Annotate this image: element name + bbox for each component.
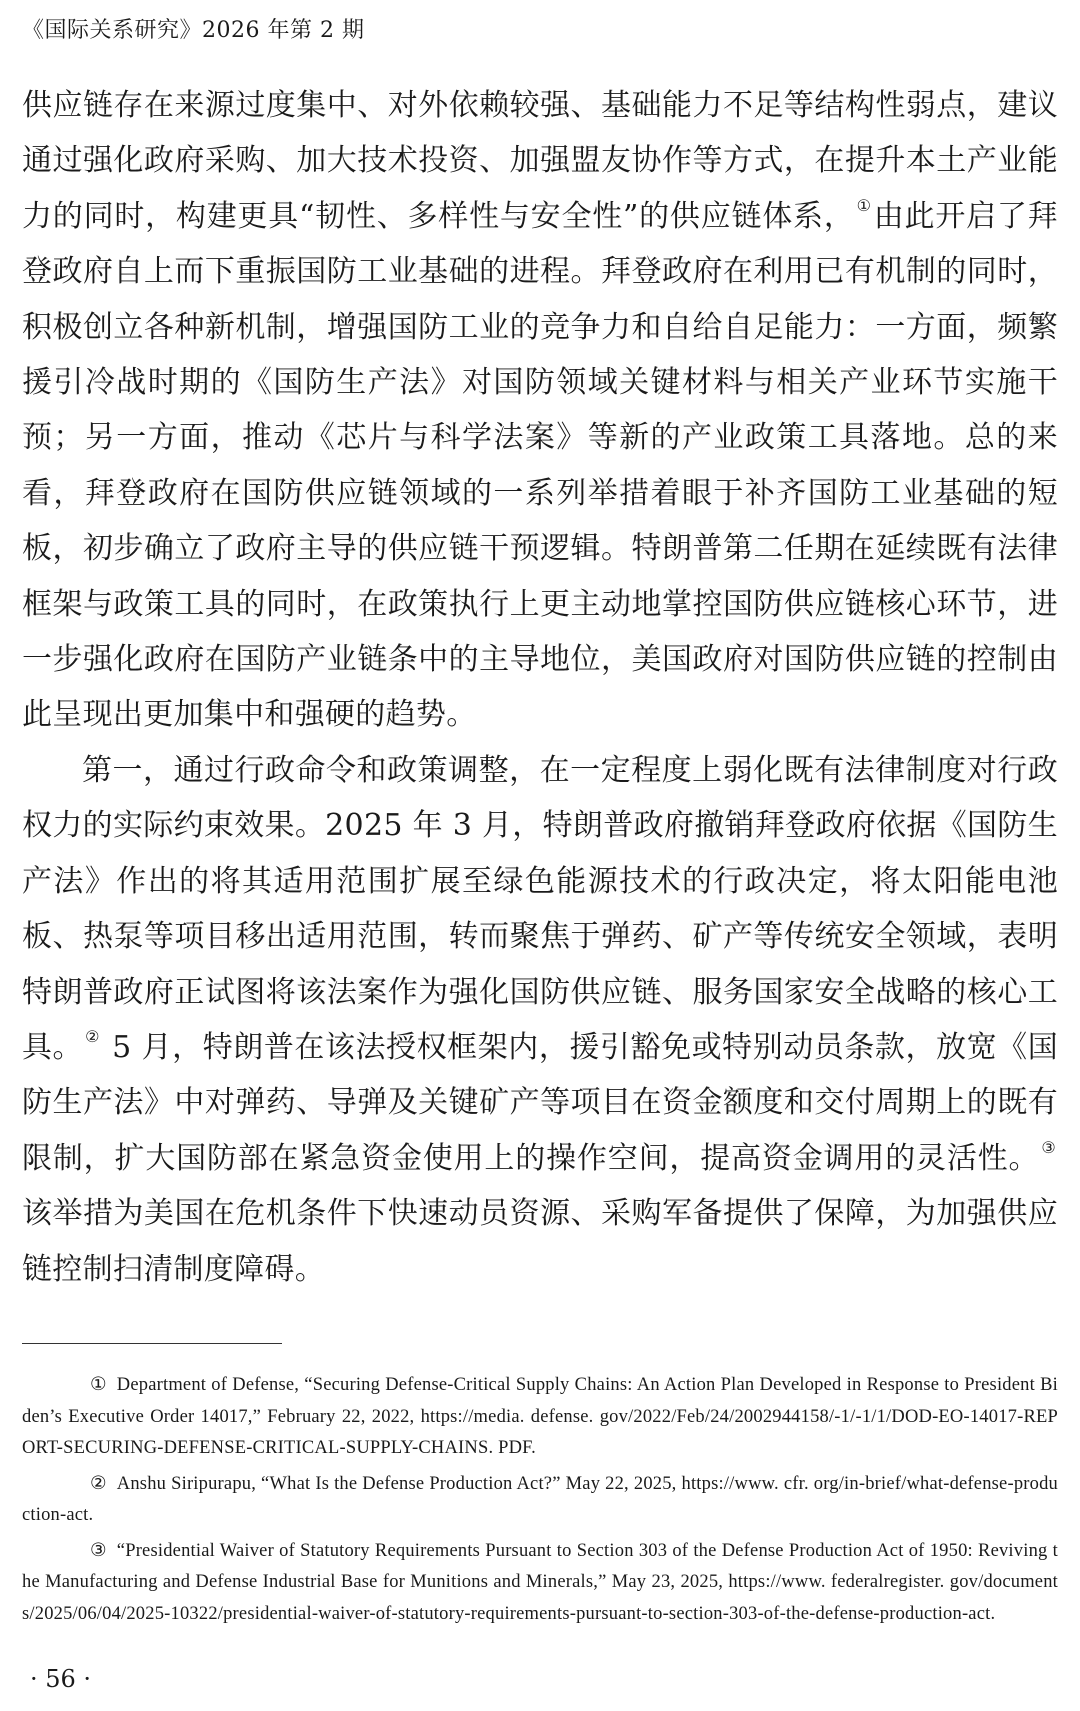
footnote-1-mark: ① (90, 1375, 107, 1395)
paragraph-2-part-b: 5 月，特朗普在该法授权框架内，援引豁免或特别动员条款，放宽《国防生产法》中对弹药、导弹及关键矿产等项目在资金额度和交付周期上的既有限制，扩大国防部在紧急资金使用上的操作空间，提高资金调用的灵活性。 (22, 1029, 1058, 1176)
footnote-ref-2[interactable]: ② (85, 1026, 101, 1046)
footnote-2 (22, 1469, 1058, 1532)
paragraph-1-part-b: 由此开启了拜登政府自上而下重振国防工业基础的进程。拜登政府在利用已有机制的同时，积极创立各种新机制，增强国防工业的竞争力和自给自足能力：一方面，频繁援引冷战时期的《国防生产法》对国防领域关键材料与相关产业环节实施干预；另一方面，推动《芯片与科学法案》等新的产业政策工具落地。总的来看，拜登政府在国防供应链领域的一系列举措着眼于补齐国防工业基础的短板，初步确立了政府主导的供应链干预逻辑。特朗普第二任期在延续既有法律框架与政策工具的同时，在政策执行上更主动地掌控国防供应链核心环节，进一步强化政府在国防产业链条中的主导地位，美国政府对国防供应链的控制由此呈现出更加集中和强硬的趋势。 (22, 198, 1058, 733)
paragraph-1-part-a: 供应链存在来源过度集中、对外依赖较强、基础能力不足等结构性弱点，建议通过强化政府采购、加大技术投资、加强盟友协作等方式，在提升本土产业能力的同时，构建更具“韧性、多样性与安全性”的供应链体系， (22, 88, 1058, 234)
footnote-3 (22, 1536, 1058, 1631)
paragraph-2-part-c: 该举措为美国在危机条件下快速动员资源、采购军备提供了保障，为加强供应链控制扫清制度障碍。 (22, 1196, 1058, 1287)
paragraph-2 (22, 743, 1058, 1297)
footnote-2-text: Anshu Siripurapu, “What Is the Defense Production Act?” May 22, 2025, https://www. cfr. org/in-brief/what-defense-production-act. (22, 1473, 1058, 1525)
footnote-ref-1[interactable]: ① (856, 195, 872, 215)
paragraph-1 (22, 78, 1058, 743)
footnotes (22, 1370, 1058, 1634)
footnote-2-mark: ② (90, 1473, 107, 1494)
body-text (22, 78, 1058, 1297)
footnote-ref-3[interactable]: ③ (1041, 1137, 1056, 1157)
footnote-1 (22, 1370, 1058, 1465)
footnote-3-mark: ③ (90, 1540, 107, 1561)
running-header: 《国际关系研究》2026 年第 2 期 (22, 18, 365, 43)
paragraph-2-part-a: 第一，通过行政命令和政策调整，在一定程度上弱化既有法律制度对行政权力的实际约束效果。2025 年 3 月，特朗普政府撤销拜登政府依据《国防生产法》作出的将其适用范围扩展至绿色能源技术的行政决定，将太阳能电池板、热泵等项目移出适用范围，转而聚焦于弹药、矿产等传统安全领域，表明特朗普政府正试图将该法案作为强化国防供应链、服务国家安全战略的核心工具。 (22, 752, 1058, 1065)
page-number: · 56 · (30, 1665, 92, 1693)
footnote-divider (22, 1343, 282, 1344)
footnote-1-text: Department of Defense, “Securing Defense-Critical Supply Chains: An Action Plan Developed in Response to President Biden’s Executive Order 14017,” February 22, 2022, https://media. defense. gov/2022/Feb/24/2002944158/-1/-1/1/DOD-EO-14017-REPORT-SECURING-DEFENSE-CRITICAL-SUPPLY-CHAINS. PDF. (22, 1375, 1058, 1458)
footnote-3-text: “Presidential Waiver of Statutory Requirements Pursuant to Section 303 of the Defense Production Act of 1950: Reviving the Manufacturing and Defense Industrial Base for Munitions and Minerals,” May 23, 2025, https://www. federalregister. gov/documents/2025/06/04/2025-10322/presidential-waiver-of-statutory-requirements-pursuant-to-section-303-of-the-defense-production-act. (22, 1540, 1058, 1624)
